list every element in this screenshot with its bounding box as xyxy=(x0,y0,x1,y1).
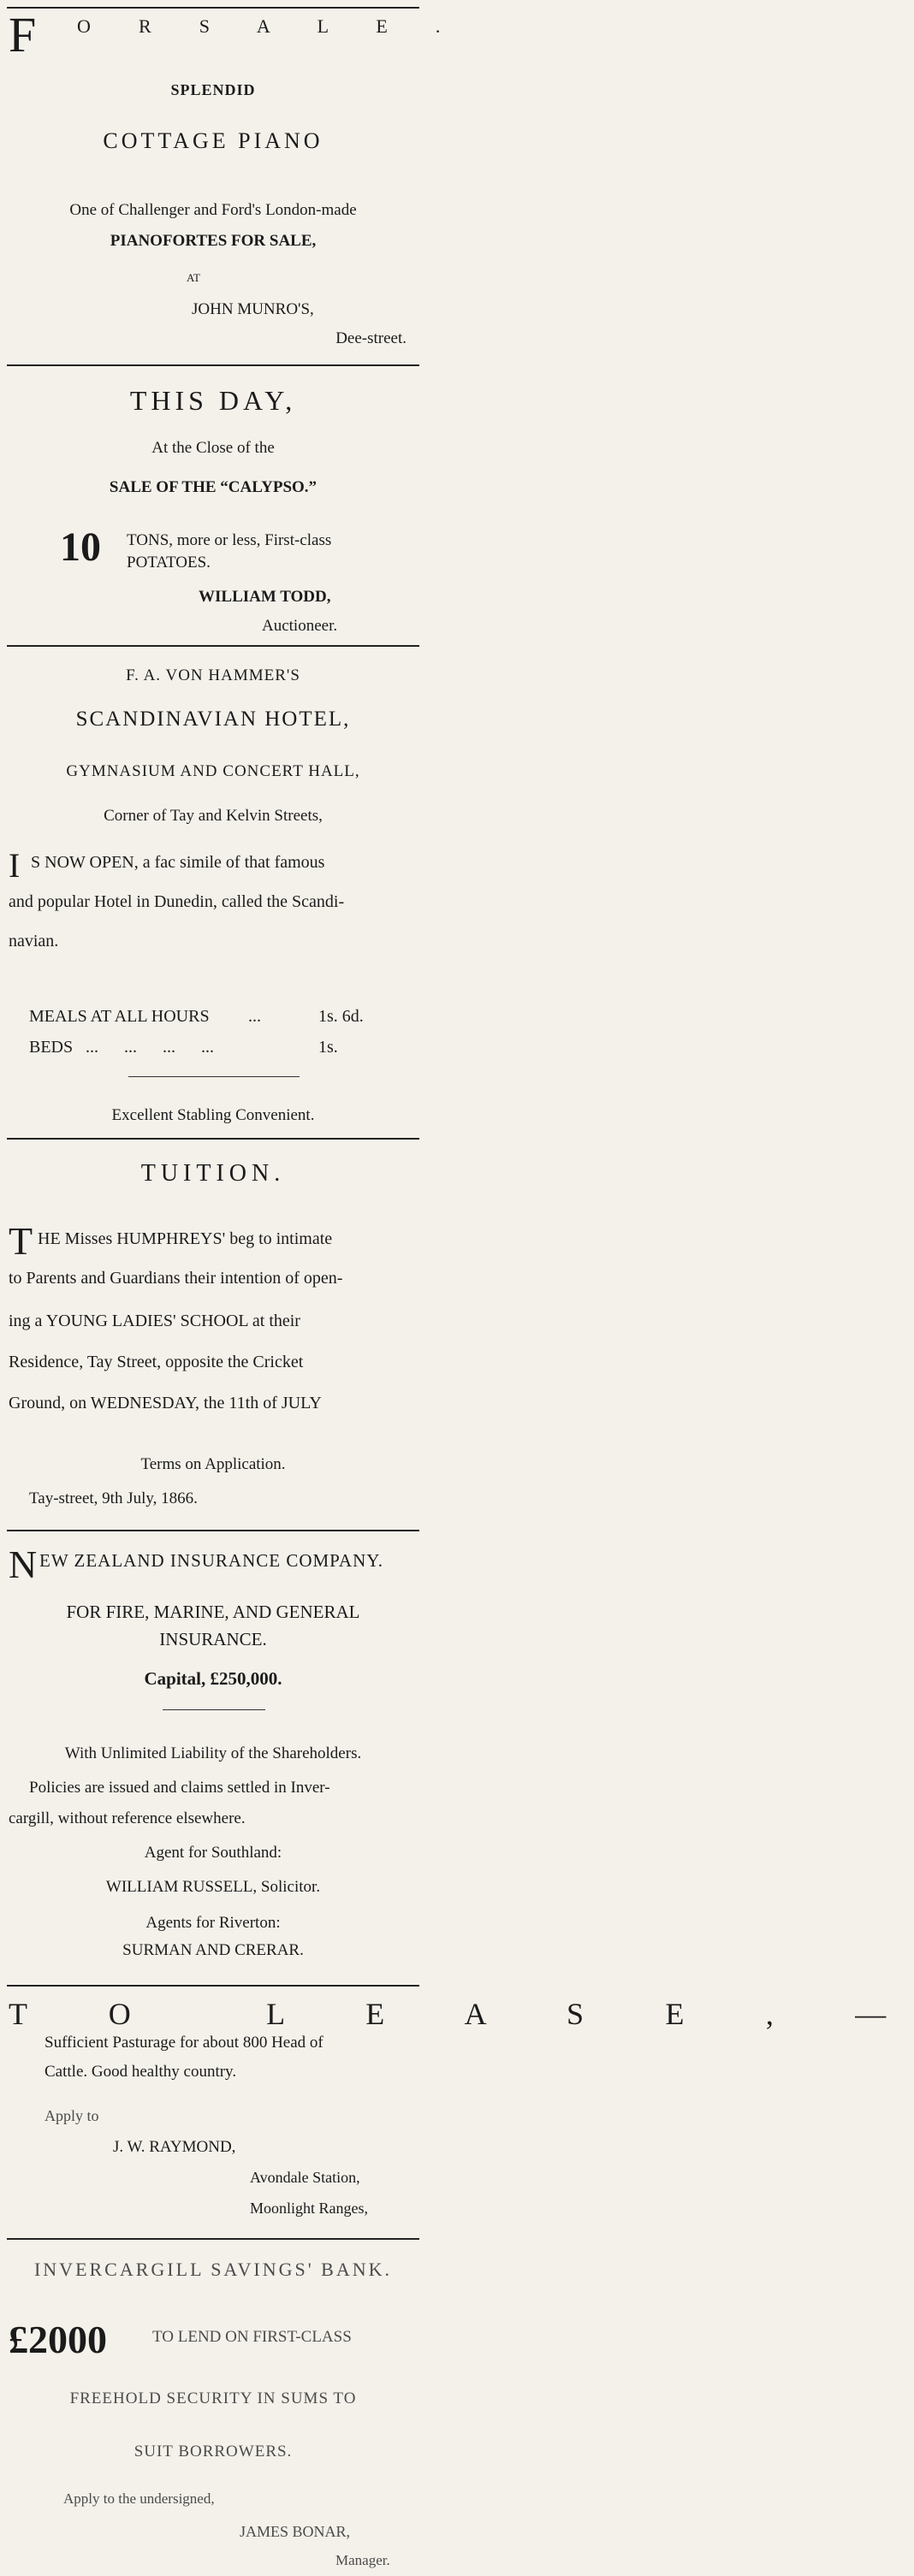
ad-line: SURMAN AND CRERAR. xyxy=(122,1941,304,1959)
top-rule xyxy=(7,7,419,9)
ad-line: JAMES BONAR, xyxy=(240,2523,351,2540)
ad-line: FREEHOLD SECURITY IN SUMS TO xyxy=(69,2389,357,2407)
divider xyxy=(128,1076,300,1077)
ad-line: PIANOFORTES FOR SALE, xyxy=(110,232,317,250)
ad-line: navian. xyxy=(9,932,59,950)
ad-line: Residence, Tay Street, opposite the Cricket xyxy=(9,1353,304,1371)
ad-line: Apply to xyxy=(45,2107,99,2124)
ad-line: Policies are issued and claims settled in Inver- xyxy=(29,1779,330,1797)
ad-line: COTTAGE PIANO xyxy=(103,128,323,153)
ad-line: and popular Hotel in Dunedin, called the Scandi- xyxy=(9,892,345,911)
ad-line: Cattle. Good healthy country. xyxy=(45,2063,237,2081)
ad-line: Agents for Riverton: xyxy=(145,1914,281,1932)
ad-heading: EW ZEALAND INSURANCE COMPANY. xyxy=(39,1550,383,1571)
section-rule xyxy=(7,645,419,647)
ad-line: FOR FIRE, MARINE, AND GENERAL xyxy=(66,1602,360,1622)
ad-line: POTATOES. xyxy=(127,554,211,571)
ad-heading: O R S A L E . xyxy=(77,15,450,37)
ad-line: WILLIAM TODD, xyxy=(199,588,331,606)
ad-line: Avondale Station, xyxy=(250,2169,360,2186)
ad-line: Manager. xyxy=(335,2552,390,2568)
ad-line: Terms on Application. xyxy=(140,1455,286,1473)
section-rule xyxy=(7,1985,419,1987)
ad-line: cargill, without reference elsewhere. xyxy=(9,1809,246,1827)
ad-amount: £2000 xyxy=(9,2318,107,2361)
drop-cap: T xyxy=(9,1219,33,1263)
ad-line: Capital, £250,000. xyxy=(144,1668,282,1689)
ad-line: S NOW OPEN, a fac simile of that famous xyxy=(31,853,325,872)
drop-cap: I xyxy=(9,846,21,885)
ad-line: AT xyxy=(187,271,200,284)
ad-line: SALE OF THE “CALYPSO.” xyxy=(109,478,318,496)
ad-line: At the Close of the xyxy=(151,439,275,457)
section-rule xyxy=(7,2238,419,2240)
ad-heading: THIS DAY, xyxy=(129,385,297,416)
price-label: BEDS xyxy=(29,1038,74,1057)
ad-line: WILLIAM RUSSELL, Solicitor. xyxy=(105,1878,321,1896)
ad-line: Apply to the undersigned, xyxy=(63,2490,215,2507)
ad-line: With Unlimited Liability of the Shareholders. xyxy=(64,1744,362,1762)
ad-line: JOHN MUNRO'S, xyxy=(192,300,314,318)
ad-line: TO LEND ON FIRST-CLASS xyxy=(152,2328,352,2346)
ad-line: J. W. RAYMOND, xyxy=(113,2138,236,2156)
ad-heading: T O L E A S E , — xyxy=(9,1997,914,2031)
ad-line: INSURANCE. xyxy=(159,1629,267,1649)
ad-heading: TUITION. xyxy=(140,1160,286,1187)
ad-line: Ground, on WEDNESDAY, the 11th of JULY xyxy=(9,1394,322,1412)
ad-line: One of Challenger and Ford's London-made xyxy=(69,201,357,219)
section-rule xyxy=(7,1138,419,1140)
price-value: 1s. xyxy=(318,1038,338,1057)
price-dots: ... ... ... ... xyxy=(86,1038,214,1057)
ad-heading: INVERCARGILL SAVINGS' BANK. xyxy=(33,2259,393,2280)
price-label: MEALS AT ALL HOURS xyxy=(29,1007,210,1026)
ad-line: Excellent Stabling Convenient. xyxy=(111,1106,315,1124)
drop-cap: F xyxy=(9,7,37,62)
ad-line: Auctioneer. xyxy=(262,617,338,635)
ad-line: Agent for Southland: xyxy=(144,1844,282,1862)
drop-cap: N xyxy=(9,1543,38,1586)
ad-line: Tay-street, 9th July, 1866. xyxy=(29,1489,198,1507)
section-rule xyxy=(7,1530,419,1531)
ad-line: TONS, more or less, First-class xyxy=(127,531,332,549)
ad-line: to Parents and Guardians their intention of open- xyxy=(9,1269,343,1288)
divider xyxy=(163,1709,265,1710)
ad-line: SUIT BORROWERS. xyxy=(134,2443,293,2461)
ad-line: ing a YOUNG LADIES' SCHOOL at their xyxy=(9,1312,300,1330)
price-value: 1s. 6d. xyxy=(318,1007,364,1026)
ad-line: Dee-street. xyxy=(335,329,407,347)
ad-line: HE Misses HUMPHREYS' beg to intimate xyxy=(38,1229,333,1248)
ad-heading: SCANDINAVIAN HOTEL, xyxy=(75,708,351,731)
price-dots: ... xyxy=(248,1007,261,1026)
ad-line: SPLENDID xyxy=(170,81,256,98)
ad-line: Moonlight Ranges, xyxy=(250,2200,368,2217)
ad-line: F. A. VON HAMMER'S xyxy=(126,666,300,684)
section-rule xyxy=(7,364,419,366)
ad-line: Sufficient Pasturage for about 800 Head of xyxy=(45,2034,323,2052)
ad-line: Corner of Tay and Kelvin Streets, xyxy=(104,807,323,825)
ad-line: GYMNASIUM AND CONCERT HALL, xyxy=(66,762,360,780)
ad-big-number: 10 xyxy=(60,524,101,570)
